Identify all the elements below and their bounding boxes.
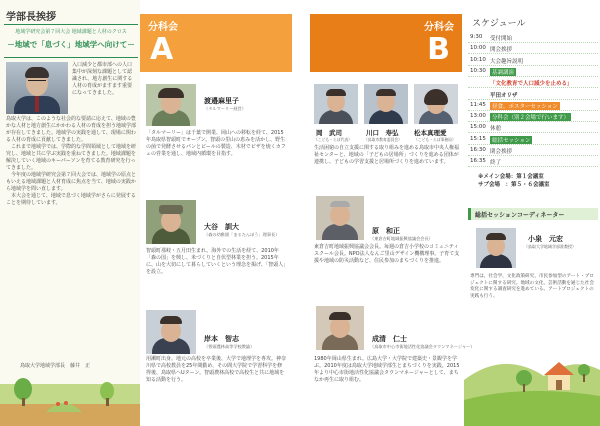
session-b-banner xyxy=(310,14,462,72)
session-a-label: 分科会 xyxy=(148,22,178,33)
dean-subtitle: 地域学研究会第７回大会 地域課題と人材のクロス xyxy=(15,29,127,35)
coordinator-bio: 専門は、社会学、文化政策研究、市民参加型のアート・プロジェクトに関する研究。地域の文化、芸術活動を通じた社会変化に関する調査研究を進めている。アートプロジェクトの実践も行う。 xyxy=(470,274,594,299)
schedule-event: 昼食、ポスターセッション xyxy=(492,103,558,110)
schedule-time: 9:30 xyxy=(470,34,483,40)
person-bio: 「タルマーリー」は千葉で開業、岡山への移転を経て、2015年鳥取県智頭町でオープン。智頭の里山の恵みを活かし、野生の菌で発酵させるパンとビールの製造、木材でピザを焼くカフェの営業を通し、地域内循環を目指す。 xyxy=(146,130,286,157)
person-bio: 1980年岡山県生まれ。広島大学・大学院で建築史・景観学を学ぶ。2010年度は鳥取大学地域学部生とまちづくりを実践。2015年より中心市街地活性化協議会タウンマネージャーとして、まちなか再生に取り組む。 xyxy=(314,356,460,383)
dean-photo xyxy=(6,62,68,114)
dean-title-box xyxy=(4,24,138,58)
schedule-row xyxy=(468,156,598,167)
member-photo xyxy=(314,84,358,124)
person-role: （鳥取市中心市街地活性化協議会タウンマネージャー） xyxy=(370,344,475,349)
schedule-event: 開会挨拶 xyxy=(490,47,513,54)
person-photo xyxy=(146,84,196,126)
member-name: 松本真理愛 xyxy=(414,129,447,137)
schedule-row xyxy=(468,89,598,100)
schedule-row xyxy=(468,66,598,77)
schedule-event: 終了 xyxy=(490,160,502,167)
landscape-illustration xyxy=(0,384,140,426)
schedule-row xyxy=(468,134,598,145)
person-role: （智頭農林高等学校教諭） xyxy=(204,344,255,349)
person-role: （森の幼稚園「まるたんぼう」理事長） xyxy=(204,232,280,237)
schedule-row xyxy=(468,77,598,88)
schedule-event: 平田オリザ xyxy=(490,92,518,99)
schedule-event: 大会趣旨説明 xyxy=(490,58,524,65)
member-role: （こども・らぼ事務局） xyxy=(414,137,456,142)
schedule-time: 13:00 xyxy=(470,113,486,120)
schedule-event: 閉会挨拶 xyxy=(490,149,513,155)
member-photo xyxy=(364,84,408,124)
schedule-event: 分科会（別２会場で行います） xyxy=(492,115,570,122)
person-photo xyxy=(316,306,364,350)
schedule-event: 休憩 xyxy=(490,126,502,133)
schedule-row xyxy=(468,32,598,43)
schedule-time: 10:30 xyxy=(470,67,486,74)
schedule-time: 10:10 xyxy=(470,56,486,63)
person-bio: 東倉吉町地域振興協議会会長。毎週の倉吉小学校のコミュニティスクール会長。NPO法人なんご里山デザイン機構理事。子育て支援や地域の防災活動など、住民参加のまちづくりを推進。 xyxy=(314,244,460,264)
schedule-time: 10:00 xyxy=(470,45,486,52)
dean-text-intro: 入口減少と都市部への人口集中が深刻な課題として認識され、地方創生に関する人材の育成がますます重要になってきました。 xyxy=(72,62,133,96)
schedule-time: 15:00 xyxy=(470,124,486,131)
person-bio: 用瀬町出身。地元の高校を卒業後、大学で地理学を専攻。神奈川県で高校教員を25年間勤め、その間大学院で学習科学を修得後、鳥取県へUターン。智頭農林高校で高校生と共に地域を知る活動を行う。 xyxy=(146,356,287,383)
schedule-event: 基調講演 xyxy=(492,69,515,76)
schedule-time: 11:45 xyxy=(470,101,486,108)
schedule-time: 16:35 xyxy=(470,158,486,165)
member-role: （鳥取市教育委員会） xyxy=(364,137,402,142)
person-role: （タルマーリー経営） xyxy=(204,106,246,111)
member-role: （こども・らぼ代表） xyxy=(314,137,352,142)
members-description: 生活困窮の自立支援に関する取り組みを進める鳥取市中央人権福祉センターと、地域の「子どもの居場所」づくりを進める団体が連携し、子どもの学習支援と居場所づくりを進めています。 xyxy=(314,145,460,165)
schedule-event: 「文化教育で人口減少を止める」 xyxy=(490,81,573,88)
dean-title: －地域で「息づく」地域学へ向けて－ xyxy=(7,40,135,49)
person-role: （東倉吉町地域振興協議会会長） xyxy=(370,236,433,241)
dean-heading: 学部長挨拶 xyxy=(6,12,56,23)
venue-info: ※メイン会場：第１会議室 サブ会場 ：第５・６会議室 xyxy=(478,174,550,188)
person-name: 大谷 訓大 xyxy=(204,223,239,231)
member-name: 岡 武司 xyxy=(316,129,342,137)
member-name: 川口 寿弘 xyxy=(366,129,399,137)
person-name: 原 和正 xyxy=(372,227,400,235)
schedule-row xyxy=(468,43,598,54)
schedule-row xyxy=(468,122,598,133)
farm-icon xyxy=(44,392,84,412)
person-name: 成清 仁士 xyxy=(372,335,407,343)
schedule-row xyxy=(468,55,598,66)
schedule-title: スケジュール xyxy=(472,19,526,29)
schedule-time: 15:15 xyxy=(470,135,486,142)
person-photo xyxy=(316,196,364,240)
schedule-row xyxy=(468,100,598,111)
coordinator-name: 小泉 元宏 xyxy=(528,235,563,243)
dean-text-body: 鳥取大学は、このような社会的な要請に応えて、地域の豊かな人材と地方創生にかかわる人材の育成を担う地域学部が存在してきました。地域学の実践を通して、現場に関わる人材の育成に貢献してきました。 これまで地域学では、学際的な学問領域として地域を研究し、地域と共に学ぶ実践を重ねてきました。地域課題を解決していく地域のキーパーソンを育てる教育研究を行ってきました。 今年度の地域学研究会第７回大会では、地域学の原点ともいえる地域課題と人材育成に焦点を当て、地域の実践から地域学を問い直します。 本大会を通じて、地域で息づく地域学がさらに発展することを期待しています。 xyxy=(6,116,137,206)
session-a-section xyxy=(140,0,292,426)
hills-illustration xyxy=(464,300,600,426)
schedule-row xyxy=(468,145,598,156)
coordinator-role: （鳥取大学地域学部准教授） xyxy=(524,244,576,249)
session-b-letter: B xyxy=(427,32,450,67)
dean-signature: 鳥取大学地域学部長 藤井 正 xyxy=(20,363,91,369)
schedule-event: 受付開始 xyxy=(490,36,513,42)
session-a-letter: A xyxy=(150,32,174,67)
schedule-time: 16:30 xyxy=(470,147,486,153)
coordinator-title: 総括セッションコーディネーター xyxy=(468,208,598,220)
session-a-banner xyxy=(140,14,292,72)
person-bio: 智頭町那岐・五月田生まれ。海外での生活を経て、2010年「森の国」を興し、米づくりと自伏型林業を担う。2015年に、山を大切にして暮らしていくという理念を掲げ、「智頭人」を設立。 xyxy=(146,248,286,275)
session-b-section xyxy=(310,0,475,426)
member-photo xyxy=(414,84,458,124)
schedule-row xyxy=(468,111,598,122)
person-name: 渡邉麻里子 xyxy=(204,97,239,105)
schedule-section xyxy=(464,0,600,205)
person-name: 岸本 智志 xyxy=(204,335,239,343)
person-photo xyxy=(146,310,196,354)
dean-greeting-section xyxy=(0,0,140,426)
schedule-event: 総括セッション xyxy=(492,137,531,144)
coordinator-photo xyxy=(476,228,516,268)
session-b-label: 分科会 xyxy=(424,22,454,33)
person-photo xyxy=(146,200,196,244)
